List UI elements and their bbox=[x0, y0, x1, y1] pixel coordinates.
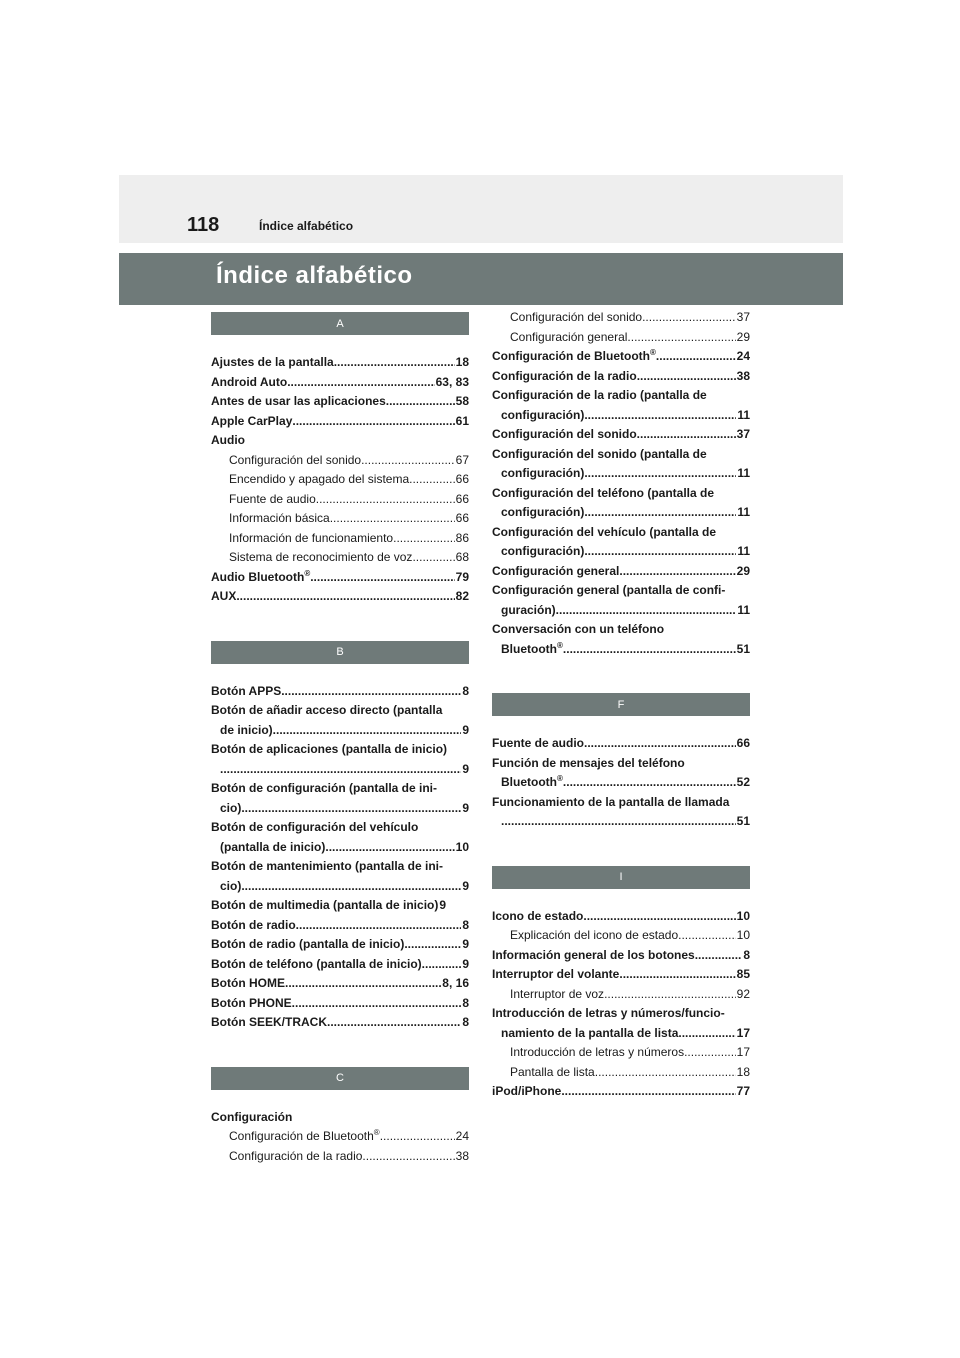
index-entry[interactable]: cio) ..... 9 bbox=[211, 877, 469, 897]
letter-heading-f: F bbox=[492, 693, 750, 716]
index-entry[interactable]: AUX ..... 82 bbox=[211, 587, 469, 607]
index-entry[interactable]: Icono de estado ..... 10 bbox=[492, 907, 750, 927]
letter-heading-i: I bbox=[492, 866, 750, 889]
index-entry[interactable]: ..... 51 bbox=[492, 812, 750, 832]
header-band bbox=[119, 175, 843, 243]
index-entry[interactable]: Configuración de la radio ..... 38 bbox=[492, 367, 750, 387]
index-entry[interactable]: configuración) ..... 11 bbox=[492, 503, 750, 523]
index-entry[interactable]: Botón SEEK/TRACK ..... 8 bbox=[211, 1013, 469, 1033]
letter-heading-c: C bbox=[211, 1067, 469, 1090]
index-entry-line: Configuración del vehículo (pantalla de bbox=[492, 524, 717, 539]
index-entry[interactable]: Bluetooth® ..... 51 bbox=[492, 640, 750, 660]
index-entry[interactable]: Botón APPS ..... 8 bbox=[211, 682, 469, 702]
index-entry[interactable]: Bluetooth® ..... 52 bbox=[492, 773, 750, 793]
index-subentry[interactable]: Encendido y apagado del sistema ..... 66 bbox=[211, 470, 469, 490]
page-title: Índice alfabético bbox=[216, 262, 413, 289]
index-entry[interactable]: configuración) ..... 11 bbox=[492, 542, 750, 562]
index-column-left bbox=[211, 312, 469, 1166]
index-subentry[interactable]: Pantalla de lista ..... 18 bbox=[492, 1063, 750, 1083]
index-entry[interactable]: configuración) ..... 11 bbox=[492, 406, 750, 426]
running-header: Índice alfabético bbox=[259, 219, 354, 233]
index-entry[interactable]: Configuración de Bluetooth® ..... 24 bbox=[492, 347, 750, 367]
index-entry[interactable]: Fuente de audio ..... 66 bbox=[492, 734, 750, 754]
index-entry[interactable]: Botón de radio (pantalla de inicio) ..... 9 bbox=[211, 935, 469, 955]
index-entry[interactable]: Información general de los botones ..... 8 bbox=[492, 946, 750, 966]
index-entry[interactable]: (pantalla de inicio) ..... 10 bbox=[211, 838, 469, 858]
index-entry[interactable]: iPod/iPhone ..... 77 bbox=[492, 1082, 750, 1102]
index-entry[interactable]: Botón de multimedia (pantalla de inicio) 9 bbox=[211, 898, 447, 912]
index-subentry[interactable]: Introducción de letras y números ..... 17 bbox=[492, 1043, 750, 1063]
page-number: 118 bbox=[187, 214, 220, 236]
index-subentry[interactable]: Configuración general ..... 29 bbox=[492, 328, 750, 348]
index-subentry[interactable]: Información básica ..... 66 bbox=[211, 509, 469, 529]
index-entry[interactable]: Configuración del sonido ..... 37 bbox=[492, 425, 750, 445]
index-entry-line: Función de mensajes del teléfono bbox=[492, 755, 685, 770]
index-subentry[interactable]: Sistema de reconocimiento de voz ..... 68 bbox=[211, 548, 469, 568]
index-entry[interactable]: Botón HOME ..... 8, 16 bbox=[211, 974, 469, 994]
index-entry-line: Configuración general (pantalla de confi- bbox=[492, 583, 726, 597]
index-entry-line: Funcionamiento de la pantalla de llamada bbox=[492, 794, 730, 809]
index-entry-line: Botón de mantenimiento (pantalla de ini- bbox=[211, 859, 444, 873]
index-entry[interactable]: Antes de usar las aplicaciones ..... 58 bbox=[211, 392, 469, 412]
index-entry-line: Introducción de letras y números/funcio- bbox=[492, 1006, 725, 1020]
index-subentry[interactable]: Configuración de la radio ..... 38 bbox=[211, 1147, 469, 1167]
index-entry[interactable]: Botón de radio ..... 8 bbox=[211, 916, 469, 936]
index-entry[interactable]: Audio Bluetooth® ..... 79 bbox=[211, 568, 469, 588]
index-subentry[interactable]: Interruptor de voz ..... 92 bbox=[492, 985, 750, 1005]
index-entry[interactable]: configuración) ..... 11 bbox=[492, 464, 750, 484]
index-entry[interactable]: namiento de la pantalla de lista ..... 17 bbox=[492, 1024, 750, 1044]
index-subentry[interactable]: Información de funcionamiento ..... 86 bbox=[211, 529, 469, 549]
index-entry[interactable]: Interruptor del volante ..... 85 bbox=[492, 965, 750, 985]
index-subentry[interactable]: Configuración del sonido ..... 37 bbox=[492, 308, 750, 328]
index-subentry[interactable]: Fuente de audio ..... 66 bbox=[211, 490, 469, 510]
index-entry[interactable]: Apple CarPlay ..... 61 bbox=[211, 412, 469, 432]
index-entry-line: Configuración de la radio (pantalla de bbox=[492, 388, 707, 402]
index-entry[interactable]: Configuración general ..... 29 bbox=[492, 562, 750, 582]
index-entry-line: Botón de añadir acceso directo (pantalla bbox=[211, 703, 443, 717]
index-entry[interactable]: Ajustes de la pantalla ..... 18 bbox=[211, 353, 469, 373]
index-subentry[interactable]: Configuración de Bluetooth® ..... 24 bbox=[211, 1127, 469, 1147]
index-entry[interactable]: ..... 9 bbox=[211, 760, 469, 780]
index-column-right bbox=[492, 308, 750, 1102]
index-entry[interactable]: Botón PHONE ..... 8 bbox=[211, 994, 469, 1014]
index-entry[interactable]: de inicio) ..... 9 bbox=[211, 721, 469, 741]
index-heading-entry: Configuración bbox=[211, 1109, 293, 1124]
title-bar bbox=[119, 253, 843, 305]
index-heading-entry: Audio bbox=[211, 433, 245, 447]
letter-heading-a: A bbox=[211, 312, 469, 335]
index-subentry[interactable]: Configuración del sonido ..... 67 bbox=[211, 451, 469, 471]
index-subentry[interactable]: Explicación del icono de estado ..... 10 bbox=[492, 926, 750, 946]
index-entry-line: Botón de configuración (pantalla de ini- bbox=[211, 781, 438, 795]
index-entry[interactable]: cio) ..... 9 bbox=[211, 799, 469, 819]
index-entry-line: Configuración del sonido (pantalla de bbox=[492, 446, 707, 461]
index-entry-line: Conversación con un teléfono bbox=[492, 622, 665, 636]
letter-heading-b: B bbox=[211, 641, 469, 664]
index-entry[interactable]: Android Auto ..... 63, 83 bbox=[211, 373, 469, 393]
index-entry[interactable]: guración) ..... 11 bbox=[492, 601, 750, 621]
index-entry-line: Botón de configuración del vehículo bbox=[211, 820, 419, 834]
index-entry[interactable]: Botón de teléfono (pantalla de inicio) ..... 9 bbox=[211, 955, 469, 975]
index-entry-line: Botón de aplicaciones (pantalla de inicio) bbox=[211, 742, 448, 756]
index-entry-line: Configuración del teléfono (pantalla de bbox=[492, 485, 715, 500]
